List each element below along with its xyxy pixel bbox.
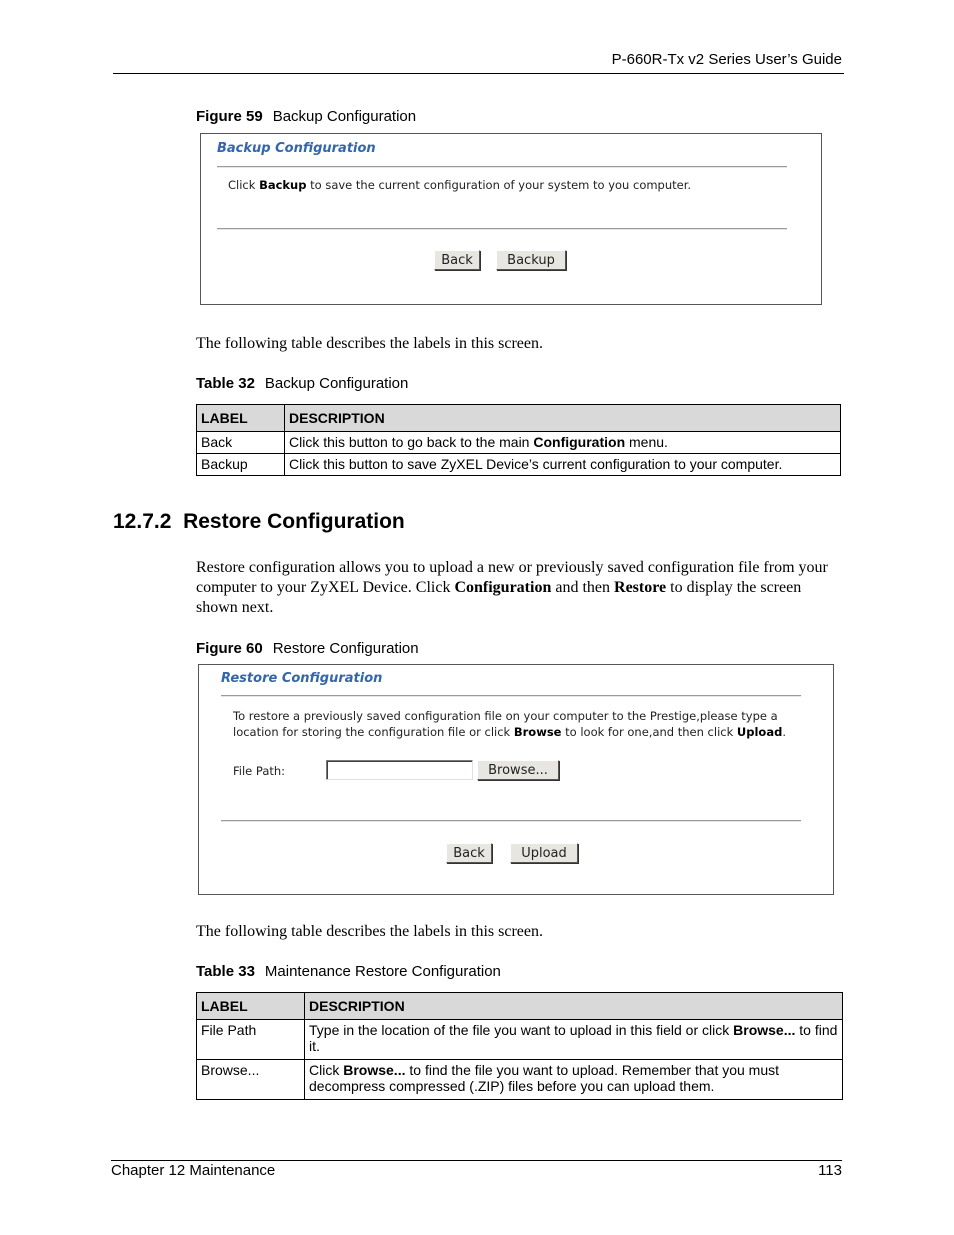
figure-59-caption — [196, 108, 416, 125]
column-header-description: DESCRIPTION — [285, 405, 841, 432]
row-label: Backup — [197, 454, 285, 476]
row-label: Browse... — [197, 1060, 305, 1100]
section-title: Restore Configuration — [183, 510, 405, 533]
table-32-caption — [196, 375, 408, 392]
row-description: Click Browse... to find the file you want to upload. Remember that you must decompress compressed (.ZIP) files before you can upload them. — [305, 1060, 843, 1100]
page-number: 113 — [818, 1162, 842, 1179]
row-description: Click this button to save ZyXEL Device’s current configuration to your computer. — [285, 454, 841, 476]
guide-title: P-660R-Tx v2 Series User’s Guide — [611, 51, 842, 68]
header-rule — [113, 73, 844, 74]
backup-screen-title: Backup Configuration — [217, 141, 376, 156]
upload-button[interactable]: Upload — [510, 843, 578, 863]
restore-instructions: To restore a previously saved configuration file on your computer to the Prestige,please type a location for storing the configuration file or click Browse to look for one,and then click Upload. — [233, 709, 786, 739]
table-row — [197, 1020, 843, 1060]
row-description: Click this button to go back to the main Configuration menu. — [285, 432, 841, 454]
row-label: File Path — [197, 1020, 305, 1060]
footer-rule — [111, 1160, 842, 1161]
table-header-row — [197, 405, 841, 432]
file-path-label: File Path: — [233, 764, 286, 778]
section-paragraph: Restore configuration allows you to upload a new or previously saved configuration file from your computer to your ZyXEL Device. Click Configuration and then Restore to display the screen shown next. — [196, 559, 828, 616]
row-description: Type in the location of the file you want to upload in this field or click Browse... to find it. — [305, 1020, 843, 1060]
figure-59-label: Figure 59 — [196, 108, 263, 125]
table-row — [197, 454, 841, 476]
back-button[interactable]: Back — [434, 250, 480, 270]
table-32-caption-text: Backup Configuration — [264, 375, 409, 392]
table-row — [197, 432, 841, 454]
file-path-input[interactable] — [326, 760, 473, 780]
browse-button[interactable]: Browse... — [477, 760, 559, 780]
figure-59-caption-text: Backup Configuration — [272, 108, 417, 125]
column-header-description: DESCRIPTION — [305, 993, 843, 1020]
section-heading — [113, 510, 405, 534]
footer-chapter: Chapter 12 Maintenance — [111, 1162, 276, 1179]
restore-labels-table — [196, 992, 843, 1100]
table-row — [197, 1060, 843, 1100]
restore-configuration-screen — [198, 664, 834, 895]
restore-screen-title: Restore Configuration — [221, 671, 383, 686]
figure-60-caption — [196, 640, 419, 657]
table-32-label: Table 32 — [196, 375, 255, 392]
table-33-caption — [196, 963, 501, 980]
section-number: 12.7.2 — [113, 510, 172, 533]
table-header-row — [197, 993, 843, 1020]
backup-screen-top-rule — [217, 166, 787, 168]
table-33-label: Table 33 — [196, 963, 255, 980]
backup-button[interactable]: Backup — [496, 250, 566, 270]
backup-instructions: Click Backup to save the current configuration of your system to you computer. — [228, 178, 692, 192]
figure-60-label: Figure 60 — [196, 640, 263, 657]
restore-screen-top-rule — [221, 695, 801, 697]
column-header-label: LABEL — [197, 993, 305, 1020]
figure-60-caption-text: Restore Configuration — [272, 640, 419, 657]
backup-configuration-screen — [200, 133, 822, 305]
table-intro-paragraph: The following table describes the labels in this screen. — [196, 335, 544, 352]
row-label: Back — [197, 432, 285, 454]
column-header-label: LABEL — [197, 405, 285, 432]
backup-screen-bottom-rule — [217, 228, 787, 230]
table-intro-paragraph: The following table describes the labels in this screen. — [196, 923, 544, 940]
restore-screen-bottom-rule — [221, 820, 801, 822]
backup-labels-table — [196, 404, 841, 476]
back-button[interactable]: Back — [446, 843, 492, 863]
table-33-caption-text: Maintenance Restore Configuration — [264, 963, 501, 980]
